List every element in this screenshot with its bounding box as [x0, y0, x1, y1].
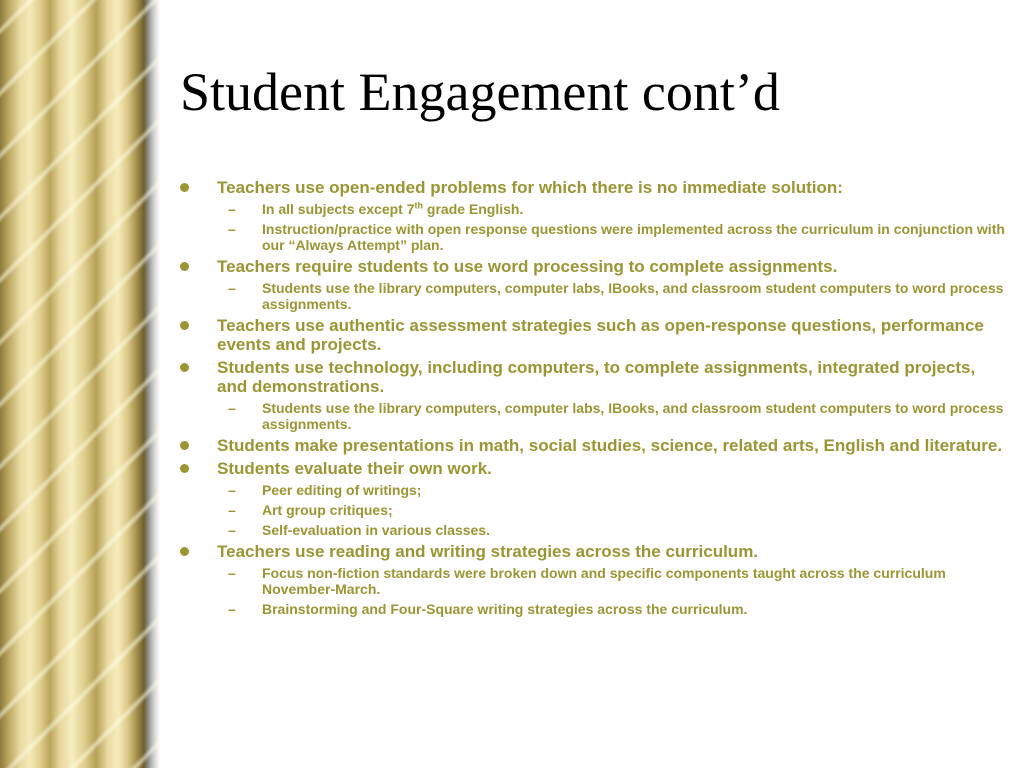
bullet-item	[180, 257, 1010, 276]
dash-icon: –	[228, 280, 236, 296]
bullet-dot-icon	[180, 363, 189, 372]
dash-icon: –	[228, 565, 236, 581]
bullet-dot-icon	[180, 464, 189, 473]
bullet-dot-icon	[180, 262, 189, 271]
bullet-item	[180, 436, 1010, 455]
sub-bullet-item	[180, 400, 1010, 432]
sub-bullet-item	[180, 221, 1010, 253]
bullet-item	[180, 178, 1010, 197]
sub-bullet-text: Brainstorming and Four-Square writing strategies across the curriculum.	[262, 601, 748, 617]
dash-icon: –	[228, 601, 236, 617]
sub-bullet-text: Students use the library computers, computer labs, IBooks, and classroom student computers to word process assignments.	[262, 280, 1004, 312]
bullet-dot-icon	[180, 441, 189, 450]
bullet-item	[180, 316, 1010, 354]
sub-bullet-item	[180, 201, 1010, 217]
sub-bullet-text: Instruction/practice with open response questions were implemented across the curriculum in conjunction with our “Always Attempt” plan.	[262, 221, 1005, 253]
sub-bullet-item	[180, 280, 1010, 312]
dash-icon: –	[228, 502, 236, 518]
bullet-dot-icon	[180, 183, 189, 192]
bullet-list	[180, 174, 1010, 617]
dash-icon: –	[228, 221, 236, 237]
bullet-item	[180, 358, 1010, 396]
superscript: th	[414, 200, 424, 211]
bullet-text: Teachers use open-ended problems for which there is no immediate solution:	[217, 178, 843, 197]
sub-bullet-item	[180, 502, 1010, 518]
sub-bullet-text: Art group critiques;	[262, 502, 393, 518]
decorative-gold-column	[0, 0, 160, 768]
bullet-text: Students evaluate their own work.	[217, 459, 492, 478]
slide-title: Student Engagement cont’d	[180, 62, 780, 122]
dash-icon: –	[228, 201, 236, 217]
bullet-dot-icon	[180, 547, 189, 556]
bullet-text: Teachers use reading and writing strategies across the curriculum.	[217, 542, 759, 561]
sub-bullet-item	[180, 522, 1010, 538]
bullet-text: Students make presentations in math, social studies, science, related arts, English and literature.	[217, 436, 1003, 455]
sub-bullet-text-part: In all subjects except 7	[262, 201, 415, 217]
sub-bullet-item	[180, 601, 1010, 617]
bullet-text: Teachers use authentic assessment strategies such as open-response questions, performance events and projects.	[217, 316, 984, 354]
sub-bullet-item	[180, 482, 1010, 498]
sub-bullet-text: Focus non-fiction standards were broken down and specific components taught across the curriculum November-March.	[262, 565, 946, 597]
dash-icon: –	[228, 482, 236, 498]
sub-bullet-text: Self-evaluation in various classes.	[262, 522, 490, 538]
sub-bullet-item	[180, 565, 1010, 597]
bullet-dot-icon	[180, 321, 189, 330]
sub-bullet-text: Peer editing of writings;	[262, 482, 422, 498]
dash-icon: –	[228, 400, 236, 416]
sub-bullet-text	[262, 201, 523, 217]
dash-icon: –	[228, 522, 236, 538]
bullet-item	[180, 542, 1010, 561]
bullet-text: Students use technology, including computers, to complete assignments, integrated projects, and demonstrations.	[217, 358, 976, 396]
sub-bullet-text-part: grade English.	[423, 201, 524, 217]
sub-bullet-text: Students use the library computers, computer labs, IBooks, and classroom student computers to word process assignments.	[262, 400, 1004, 432]
bullet-item	[180, 459, 1010, 478]
bullet-text: Teachers require students to use word processing to complete assignments.	[217, 257, 838, 276]
